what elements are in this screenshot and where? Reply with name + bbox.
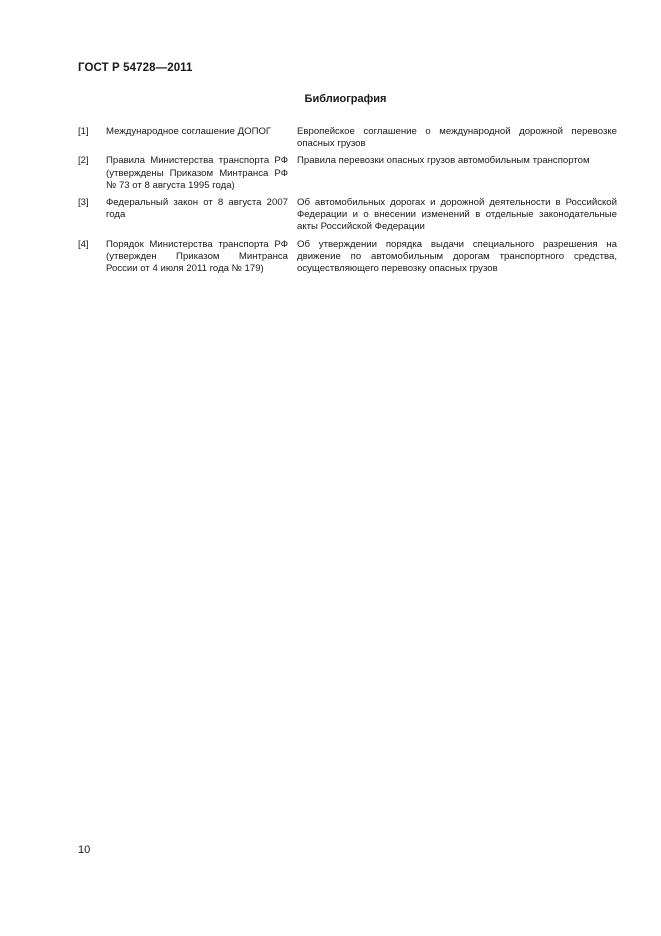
bibliography-entry (78, 126, 617, 150)
entry-source: Федеральный закон от 8 августа 2007 года (106, 197, 288, 221)
bibliography-entry (78, 197, 617, 234)
document-code: ГОСТ Р 54728—2011 (78, 62, 193, 74)
entry-title: Об автомобильных дорогах и дорожной деятельности в Российской Федерации и о внесении изменений в отдельные законодательные акты Российской Федерации (297, 197, 617, 233)
entry-source: Правила Министерства транспорта РФ (утверждены Приказом Минтранса РФ № 73 от 8 августа 1995 года) (106, 155, 288, 191)
entry-source: Порядок Министерства транспорта РФ (утвержден Приказом Минтранса России от 4 июля 2011 года № 179) (106, 238, 288, 275)
bibliography-entry (78, 239, 617, 276)
entry-title: Об утверждении порядка выдачи специального разрешения на движение по автомобильным дорогам транспортного средства, осуществляющего перевозку опасных грузов (297, 238, 617, 275)
bibliography-entry (78, 155, 617, 192)
entry-number: [4] (78, 238, 89, 250)
entry-number: [3] (78, 197, 89, 209)
page-number: 10 (78, 844, 91, 856)
bibliography-list (78, 126, 617, 280)
bibliography-title: Библиография (304, 93, 387, 105)
entry-number: [2] (78, 155, 89, 167)
entry-number: [1] (78, 126, 89, 137)
entry-title: Европейское соглашение о международной дорожной перевозке опасных грузов (297, 126, 617, 150)
entry-title: Правила перевозки опасных грузов автомобильным транспортом (297, 155, 590, 167)
entry-source: Международное соглашение ДОПОГ (106, 126, 272, 137)
